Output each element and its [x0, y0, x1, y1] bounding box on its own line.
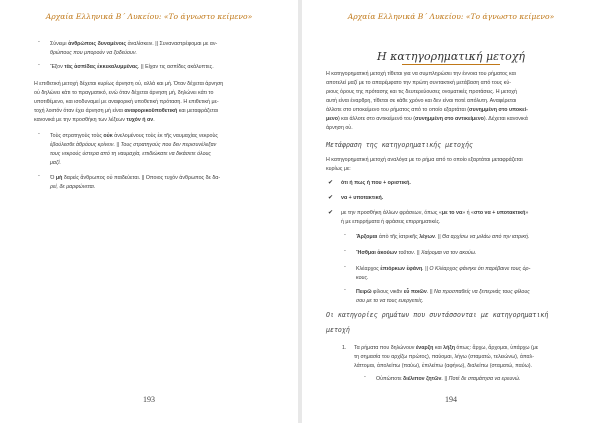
bullet-dash: -	[38, 131, 40, 137]
bullet-dash: -	[38, 62, 40, 68]
example-line: σου με το να τους ευεργετείς.	[356, 298, 424, 304]
example-line: ἐβούλεσθε ἀθρόους κρίνειν. || Τους στρατηγούς που δεν περισυνέλεξαν	[50, 142, 217, 148]
bullet-dash: -	[38, 39, 40, 45]
list-line: Τα ρήματα που δηλώνουν έναρξη και λήξη όπως: ἄρχω, ἄρχομαι, ὑπάρχω (με	[354, 345, 539, 351]
bullet-dash: -	[38, 173, 40, 179]
running-header-right: Αρχαία Ελληνικά Β΄ Λυκείου: «Το άγνωστο κείμενο»	[347, 12, 555, 21]
page-number-left: 193	[143, 395, 155, 404]
bullet-dash: -	[344, 287, 346, 293]
check-item: ότι ή πως ή που + οριστική.	[341, 180, 411, 186]
example-line: τους νεκρούς ύστερα από τη ναυμαχία, επιδιώκατε να δικάσετε όλους	[50, 151, 211, 157]
bullet-dash: -	[344, 232, 346, 238]
title-underline	[402, 64, 500, 65]
list-number: 1.	[342, 345, 347, 351]
example-line: Οὐπώποτε διέλιπον ζητῶν. || Ποτέ δε σταμάτησα να ερευνώ.	[376, 376, 521, 382]
paragraph-line: αυτή είναι έναρθρη, τίθεται σε κάθε χρόνο και δεν είναι ποτέ απόλυτη. Αναφέρεται	[326, 98, 517, 104]
subheading: Οι κατηγορίες ρημάτων που συντάσσονται με κατηγορηματική	[326, 311, 549, 319]
checkmark-icon: ✔	[328, 195, 334, 201]
left-page	[0, 0, 298, 423]
paragraph-line: υποτιθέμενο, και ισοδυναμεί με αναφορική υποθετική πρόταση. Η επιθετική με-	[34, 99, 219, 105]
checkmark-icon: ✔	[328, 210, 334, 216]
example-line: Ὁ μὴ δαρεὶς ἄνθρωπος οὐ παιδεύεται. || Οποιος τυχόν άνθρωπος δε δα-	[50, 175, 221, 181]
example-line: Κλέαρχος ἐπιόρκων ἐφάνη. || Ο Κλέαρχος φάνηκε ότι παρέβαινε τους όρ-	[356, 266, 531, 272]
example-line: κους.	[356, 275, 369, 281]
example-line: θρώπους που μπορούν να ξοδεύουν.	[50, 50, 137, 56]
right-page	[302, 0, 600, 423]
list-line: τη σημασία του αρχίζω πρώτος), παύομαι, λήγω (σταματώ, τελειώνω), ἀπαλ-	[354, 354, 534, 360]
paragraph-line: μενο) και άλλοτε στο αντικείμενό του (συνημμένη στο αντικείμενο). Δέχεται κανονικά	[326, 116, 528, 122]
check-item: ή με επιρρήματα ή φράσεις επιρρηματικές.	[341, 219, 441, 225]
running-header-left: Αρχαία Ελληνικά Β΄ Λυκείου: «Το άγνωστο κείμενο»	[45, 12, 253, 21]
paragraph-line: Η επιθετική μετοχή δέχεται κυρίως άρνηση οὐ, αλλά και μή. Όταν δέχεται άρνηση	[34, 81, 224, 87]
bullet-dash: -	[344, 264, 346, 270]
checkmark-icon: ✔	[328, 180, 334, 186]
paragraph-line: Η κατηγορηματική μετοχή αναλόγα με το ρήμα από το οποίο εξαρτάται μεταφράζεται	[326, 157, 523, 163]
paragraph-line: αποτελεί μαζί με το απαρέμφατο την πρώτη συντακτική μετάβαση από τους κύ-	[326, 80, 511, 86]
paragraph-line: τοχή λοιπόν όταν έχει άρνηση μή είναι αναφορικοϋποθετική και μεταφράζεται	[34, 108, 218, 114]
paragraph-line: Η κατηγορηματική μετοχή τίθεται για να συμπληρώσει την έννοια του ρήματος και	[326, 71, 516, 77]
check-item: να + υποτακτική.	[341, 195, 384, 201]
paragraph-line: άρνηση οὐ.	[326, 125, 353, 131]
example-line: Ἔξον τὰς ἀσπίδας ἐκκεκαλυμμένας. || Είχαν τις ασπίδες ακάλυπτες.	[50, 64, 214, 70]
page-number-right: 194	[445, 395, 457, 404]
paragraph-line: ριους όρους της πρότασης και τις δευτερεύουσες ονοματικές προτάσεις. Η μετοχή	[326, 89, 517, 95]
check-item: με την προσθήκη άλλων φράσεων, όπως «με το να» ή «στο να + υποτακτική»	[341, 210, 529, 216]
section-title: Η κατηγορηματική μετοχή	[377, 50, 525, 63]
bullet-dash: -	[364, 374, 366, 380]
example-line: Πειρῶ φίλους νικᾶν εὖ ποιῶν. || Να προσπαθείς να ξεπερνάς τους φίλους	[356, 289, 530, 295]
paragraph-line: οὐ δηλώνει κάτι το πραγματικό, ενώ όταν δέχεται άρνηση μή, δηλώνει κάτι το	[34, 90, 214, 96]
paragraph-line: άλλοτε στο υποκείμενο του ρήματος από το οποίο εξαρτάται (συνημμένη στο υποκεί-	[326, 107, 528, 113]
example-line: ρεί, δε μαρφώνεται.	[50, 184, 96, 190]
example-line: Ἄρξομαι ἀπὸ τῆς ἰατρικῆς λέγων. || Θα αρχίσω να μιλάω από την ιατρική.	[356, 234, 530, 240]
example-line: Τοὺς στρατηγοὺς τοὺς οὐκ ἀνελομένους τοὺς ἐκ τῆς ναυμαχίας νεκροὺς	[50, 133, 218, 139]
example-line: μαζί.	[50, 160, 62, 166]
subheading: μετοχή	[326, 326, 350, 334]
bullet-dash: -	[344, 248, 346, 254]
subheading: Μετάφραση της κατηγορηματικής μετοχής	[326, 141, 473, 149]
paragraph-line: κανονικά με την προσθήκη των λέξεων τυχόν ή αν.	[34, 117, 155, 123]
paragraph-line: κυρίως με:	[326, 166, 351, 172]
example-line: Ἥσθμαι ἀκούων τοῦτον. || Χαίρομαι να τον ακούω.	[356, 250, 477, 256]
example-line: Σύνειμι ἀνθρώποις δυναμένοις ἀναλίσκειν. || Συναναστρέφομαι με αν-	[50, 41, 218, 47]
list-line: λάττομαι, ἀπολείπω (παύω), ἐπιλείπω (αφήνω), διαλείπω (σταματώ, παύω).	[354, 363, 532, 369]
